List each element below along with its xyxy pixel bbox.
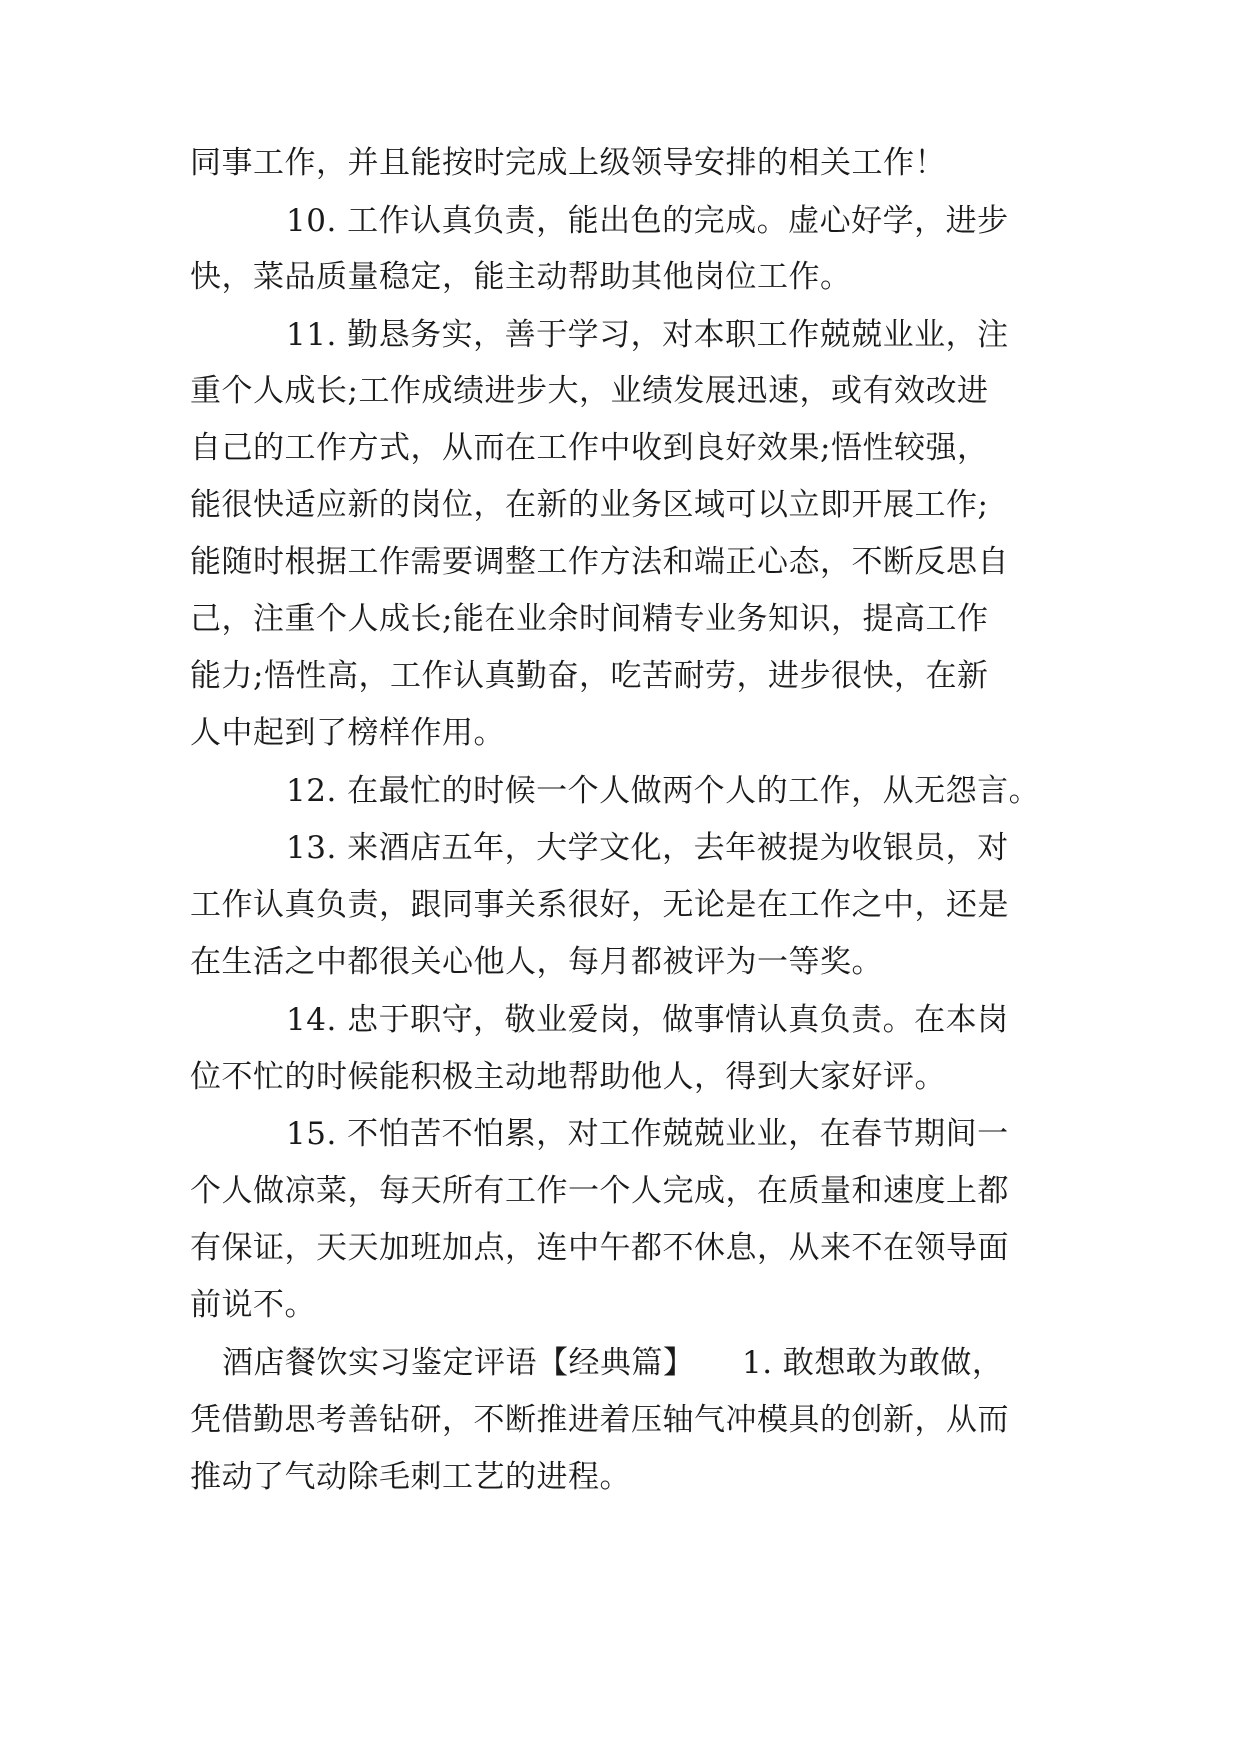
text-line: 人中起到了榜样作用。	[190, 715, 505, 751]
text-line: 重个人成长;工作成绩进步大，业绩发展迅速，或有效改进	[190, 373, 989, 409]
text-line: 个人做凉菜，每天所有工作一个人完成，在质量和速度上都	[190, 1173, 1009, 1209]
text-line: 己，注重个人成长;能在业余时间精专业务知识，提高工作	[190, 601, 989, 637]
text-line: 工作认真负责，跟同事关系很好，无论是在工作之中，还是	[190, 887, 1009, 923]
text-line: 在生活之中都很关心他人，每月都被评为一等奖。	[190, 944, 883, 980]
text-line: 能随时根据工作需要调整工作方法和端正心态，不断反思自	[190, 544, 1009, 580]
text-line: 15. 不怕苦不怕累，对工作兢兢业业，在春节期间一	[286, 1116, 1009, 1152]
text-line: 12. 在最忙的时候一个人做两个人的工作，从无怨言。	[286, 773, 1041, 809]
text-line: 快，菜品质量稳定，能主动帮助其他岗位工作。	[190, 259, 852, 295]
text-line: 前说不。	[190, 1287, 316, 1323]
text-line: 13. 来酒店五年，大学文化，去年被提为收银员，对	[286, 830, 1009, 866]
text-line: 凭借勤思考善钻研，不断推进着压轴气冲模具的创新，从而	[190, 1402, 1009, 1438]
text-line: 能力;悟性高，工作认真勤奋，吃苦耐劳，进步很快，在新	[190, 658, 989, 694]
text-line: 位不忙的时候能积极主动地帮助他人，得到大家好评。	[190, 1059, 946, 1095]
text-line: 自己的工作方式，从而在工作中收到良好效果;悟性较强，	[190, 430, 989, 466]
text-line: 有保证，天天加班加点，连中午都不休息，从来不在领导面	[190, 1230, 1009, 1266]
text-line: 同事工作，并且能按时完成上级领导安排的相关工作！	[190, 145, 946, 181]
text-line: 能很快适应新的岗位，在新的业务区域可以立即开展工作;	[190, 487, 989, 523]
text-line: 推动了气动除毛刺工艺的进程。	[190, 1459, 631, 1495]
text-line: 14. 忠于职守，敬业爱岗，做事情认真负责。在本岗	[286, 1002, 1009, 1038]
section-heading-line: 酒店餐饮实习鉴定评语【经典篇】 1. 敢想敢为敢做，	[222, 1345, 1004, 1381]
text-line: 11. 勤恳务实，善于学习，对本职工作兢兢业业，注	[286, 317, 1009, 353]
text-line: 10. 工作认真负责，能出色的完成。虚心好学，进步	[286, 203, 1009, 239]
